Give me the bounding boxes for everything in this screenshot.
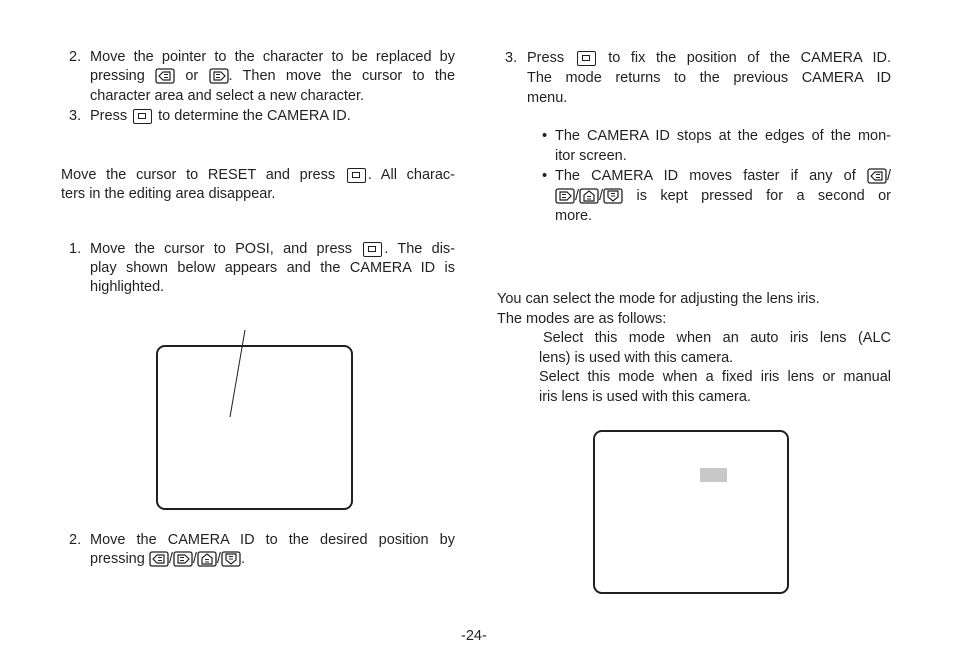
- step-3-number: 3.: [69, 108, 82, 124]
- bullet: •: [542, 128, 548, 144]
- bullet: •: [542, 168, 548, 184]
- reset-line-2: ters in the editing area disappear.: [61, 186, 276, 202]
- step-3-line: Press to determine the CAMERA ID.: [90, 108, 351, 124]
- up-button-icon: [197, 551, 217, 567]
- iris-intro-line-2: The modes are as follows:: [497, 311, 667, 327]
- right-button-icon: [209, 68, 229, 84]
- posi-1-number: 1.: [69, 241, 82, 257]
- manual-desc-line-1: Select this mode when a fixed iris lens or manual: [539, 369, 891, 385]
- alc-desc-line-1: Select this mode when an auto iris lens (ALC: [543, 330, 891, 346]
- bullet-2-line-3: more.: [555, 208, 593, 224]
- right-button-icon: [555, 188, 575, 204]
- manual-desc-line-2: iris lens is used with this camera.: [539, 389, 751, 405]
- down-button-icon: [221, 551, 241, 567]
- posi-1-line-2: play shown below appears and the CAMERA ID is: [90, 260, 455, 276]
- posi-2-line-1: Move the CAMERA ID to the desired position by: [90, 532, 455, 548]
- left-button-icon: [155, 68, 175, 84]
- set-button-icon: [133, 109, 152, 124]
- down-button-icon: [603, 188, 623, 204]
- bullet-1-line-2: itor screen.: [555, 148, 627, 164]
- page-number: -24-: [461, 628, 487, 644]
- set-button-icon: [577, 51, 596, 66]
- right-step-3-line-2: The mode returns to the previous CAMERA ID: [527, 70, 891, 86]
- posi-2-number: 2.: [69, 532, 82, 548]
- leader-line: [225, 328, 250, 420]
- left-button-icon: [149, 551, 169, 567]
- step-2-number: 2.: [69, 49, 82, 65]
- monitor-screen-posi: [156, 345, 353, 510]
- highlighted-setting: [700, 468, 727, 482]
- set-button-icon: [363, 242, 382, 257]
- monitor-screen-iris: [593, 430, 789, 594]
- step-2-line-1: Move the pointer to the character to be replaced by: [90, 49, 455, 65]
- step-2-line-2: pressing or . Then move the cursor to the: [90, 68, 456, 84]
- iris-intro-line-1: You can select the mode for adjusting the lens iris.: [497, 291, 820, 307]
- bullet-1-line-1: The CAMERA ID stops at the edges of the mon-: [555, 128, 891, 144]
- right-step-3-line-1: Press to fix the position of the CAMERA ID.: [527, 50, 891, 66]
- bullet-2-line-1: The CAMERA ID moves faster if any of /: [555, 168, 891, 184]
- step-2-line-3: character area and select a new character.: [90, 88, 365, 104]
- posi-1-line-3: highlighted.: [90, 279, 165, 295]
- left-button-icon: [867, 168, 887, 184]
- bullet-2-line-2: / / is kept pressed for a second or: [555, 186, 891, 206]
- alc-desc-line-2: lens) is used with this camera.: [539, 350, 734, 366]
- posi-1-line-1: Move the cursor to POSI, and press . The dis-: [90, 241, 455, 257]
- right-step-3-number: 3.: [505, 50, 518, 66]
- right-button-icon: [173, 551, 193, 567]
- right-step-3-line-3: menu.: [527, 90, 568, 106]
- set-button-icon: [347, 168, 366, 183]
- reset-line-1: Move the cursor to RESET and press . All charac-: [61, 167, 455, 183]
- up-button-icon: [579, 188, 599, 204]
- posi-2-line-2: pressing / / / .: [90, 551, 245, 567]
